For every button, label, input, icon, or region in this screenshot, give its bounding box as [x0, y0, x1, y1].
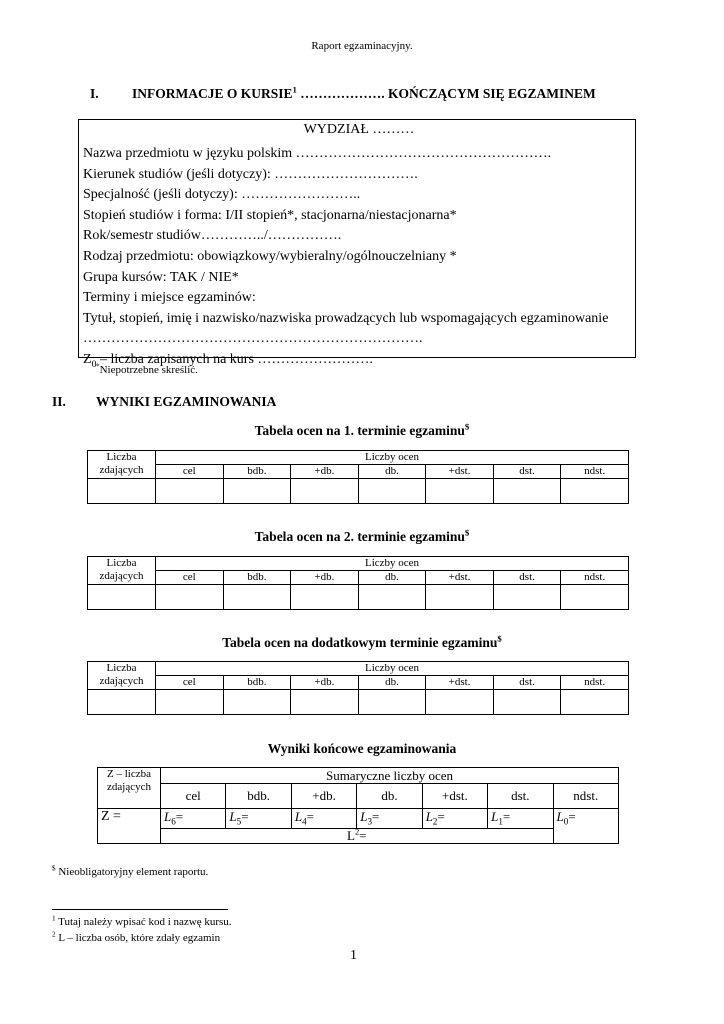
footnote-1-mark: 1 [52, 914, 56, 923]
final-caption: Wyniki końcowe egzaminowania [267, 741, 457, 756]
cell-plus-db[interactable] [291, 479, 359, 504]
cell-l6[interactable] [161, 809, 226, 829]
l4-eq: = [306, 809, 314, 824]
footnote-ref-1: 1 [292, 84, 297, 95]
cell-l3[interactable] [357, 809, 422, 829]
z0-text: – liczba zapisanych na kurs ……………………. [99, 351, 373, 367]
page-number: 1 [350, 948, 357, 963]
cell-l1[interactable] [488, 809, 553, 829]
l4-sub: 4 [302, 816, 307, 827]
section-1-number: I. [90, 86, 99, 101]
info-line-stopien: Stopień studiów i forma: I/II stopień*, stacjonarna/niestacjonarna* [83, 207, 457, 223]
l6-sub: 6 [171, 816, 176, 827]
col-liczba-zdajacych: Liczba zdających [88, 451, 156, 479]
final-grade-ndst: ndst. [553, 784, 618, 809]
info-line-specjalnosc: Specjalność (jeśli dotyczy): …………………….. [83, 187, 361, 203]
grades-table-3 [87, 661, 629, 715]
col-liczby-ocen: Liczby ocen [156, 557, 629, 571]
cell-ndst[interactable] [561, 690, 629, 715]
table-3-caption-text: Tabela ocen na dodatkowym terminie egzaminu [222, 635, 498, 650]
l6-letter: L [164, 809, 172, 824]
lsum-eq: = [359, 828, 367, 843]
grade-header-cel: cel [156, 571, 224, 585]
cell-ndst[interactable] [561, 479, 629, 504]
star-note [96, 364, 198, 376]
col-liczby-ocen: Liczby ocen [156, 662, 629, 676]
final-grade-plus-dst: +dst. [422, 784, 487, 809]
final-grade-plus-db: +db. [291, 784, 356, 809]
cell-bdb[interactable] [223, 690, 291, 715]
col-sumaryczne-liczby-ocen: Sumaryczne liczby ocen [161, 768, 619, 784]
cell-db[interactable] [358, 479, 426, 504]
l4-letter: L [294, 809, 303, 824]
table-3-caption [0, 635, 724, 651]
final-grade-db: db. [357, 784, 422, 809]
footnote-1-text: Tutaj należy wpisać kod i nazwę kursu. [55, 916, 232, 928]
l2-eq: = [437, 809, 445, 824]
grades-table-1 [87, 450, 629, 504]
grade-header-db: db. [358, 571, 426, 585]
cell-dst[interactable] [493, 690, 561, 715]
col-liczba-zdajacych: Liczba zdających [88, 662, 156, 690]
cell-bdb[interactable] [223, 479, 291, 504]
star-note-text: Niepotrzebne skreślić. [99, 364, 198, 376]
info-line-terminy: Terminy i miejsce egzaminów: [83, 290, 256, 306]
grade-header-ndst: ndst. [561, 676, 629, 690]
cell-plus-dst[interactable] [426, 479, 494, 504]
grade-header-db: db. [358, 676, 426, 690]
l5-sub: 5 [236, 816, 242, 827]
grade-header-plus-dst: +dst. [426, 465, 494, 479]
cell-db[interactable] [358, 690, 426, 715]
cell-plus-dst[interactable] [426, 585, 494, 610]
cell-l-sum[interactable] [161, 826, 554, 844]
dollar-note [52, 866, 208, 878]
l3-eq: = [372, 809, 380, 824]
cell-l2[interactable] [422, 809, 487, 829]
grade-header-dst: dst. [493, 676, 561, 690]
l0-letter: L [556, 809, 564, 824]
grade-header-plus-db: +db. [291, 571, 359, 585]
dollar-note-text: Nieobligatoryjny element raportu. [55, 866, 209, 878]
section-2-number: II. [52, 394, 66, 409]
cell-liczba[interactable] [88, 479, 156, 504]
grade-header-cel: cel [156, 465, 224, 479]
grade-header-bdb: bdb. [223, 676, 291, 690]
cell-plus-dst[interactable] [426, 690, 494, 715]
cell-dst[interactable] [493, 585, 561, 610]
l3-letter: L [360, 809, 368, 824]
l5-letter: L [229, 809, 237, 824]
l6-eq: = [175, 809, 184, 824]
info-line-prowadzacy: Tytuł, stopień, imię i nazwisko/nazwiska prowadzących lub wspomagających egzaminowanie [83, 310, 609, 326]
l0-eq: = [568, 809, 576, 824]
footnote-separator [52, 909, 228, 910]
cell-dst[interactable] [493, 479, 561, 504]
cell-ndst[interactable] [561, 585, 629, 610]
table-1-caption-text: Tabela ocen na 1. terminie egzaminu [254, 423, 465, 438]
grade-header-bdb: bdb. [223, 465, 291, 479]
final-results-table [97, 767, 619, 844]
cell-l4[interactable] [291, 809, 356, 829]
l1-eq: = [502, 809, 511, 824]
grade-header-bdb: bdb. [223, 571, 291, 585]
grade-header-plus-dst: +dst. [426, 571, 494, 585]
z0-sub: 0 [91, 358, 97, 370]
section-2-title: WYNIKI EGZAMINOWANIA [96, 394, 277, 409]
final-grade-bdb: bdb. [226, 784, 291, 809]
table-1-caption [0, 423, 724, 439]
section-1-title-b: ………………. KOŃCZĄCYM SIĘ EGZAMINEM [296, 86, 596, 101]
l1-sub: 1 [498, 816, 503, 827]
footnote-2-mark: 2 [52, 930, 56, 939]
grade-header-dst: dst. [493, 571, 561, 585]
grade-header-plus-db: +db. [291, 676, 359, 690]
cell-cel[interactable] [156, 585, 224, 610]
l1-letter: L [491, 809, 499, 824]
section-2-heading [52, 394, 276, 410]
cell-l0[interactable] [553, 809, 618, 844]
cell-plus-db[interactable] [291, 690, 359, 715]
cell-bdb[interactable] [223, 585, 291, 610]
final-grade-cel: cel [161, 784, 226, 809]
l0-sub: 0 [563, 816, 569, 827]
grade-header-db: db. [358, 465, 426, 479]
info-line-grupa: Grupa kursów: TAK / NIE* [83, 269, 239, 285]
cell-liczba[interactable] [88, 585, 156, 610]
cell-l5[interactable] [226, 809, 291, 829]
section-1-title-a: INFORMACJE O KURSIE [132, 86, 293, 101]
z0-letter: Z [83, 351, 92, 367]
grade-header-dst: dst. [493, 465, 561, 479]
page-header-title: Raport egzaminacyjny. [311, 40, 413, 52]
wydzial-line: WYDZIAŁ ……… [303, 122, 415, 137]
grades-table-2 [87, 556, 629, 610]
z-equals-cell[interactable]: Z = [98, 809, 161, 844]
cell-liczba[interactable] [88, 690, 156, 715]
info-line-rodzaj: Rodzaj przedmiotu: obowiązkowy/wybieralny/ogólnouczelniany * [83, 248, 457, 264]
grade-header-ndst: ndst. [561, 571, 629, 585]
table-2-caption-text: Tabela ocen na 2. terminie egzaminu [254, 529, 465, 544]
info-line-rok: Rok/semestr studiów…………../……………. [83, 228, 342, 244]
footnote-2 [52, 932, 220, 944]
table-3-mark: $ [497, 633, 502, 644]
section-1-heading [90, 86, 596, 102]
footnote-1 [52, 916, 232, 928]
l5-eq: = [241, 809, 249, 824]
footnote-2-text: L – liczba osób, które zdały egzamin [55, 932, 221, 944]
info-line-nazwa: Nazwa przedmiotu w języku polskim ………………………………………………. [83, 146, 552, 161]
grade-header-plus-db: +db. [291, 465, 359, 479]
col-liczby-ocen: Liczby ocen [156, 451, 629, 465]
star-mark: * [96, 362, 100, 371]
info-line-kierunek: Kierunek studiów (jeśli dotyczy): …………………………. [83, 166, 418, 182]
grade-header-ndst: ndst. [561, 465, 629, 479]
l2-letter: L [425, 809, 433, 824]
info-line-dots: ………………………………………………………………. [83, 331, 423, 347]
dollar-mark: $ [52, 864, 56, 873]
cell-cel[interactable] [156, 690, 224, 715]
table-1-mark: $ [464, 421, 470, 432]
col-z-liczba-zdajacych: Z – liczba zdających [98, 768, 161, 809]
cell-cel[interactable] [156, 479, 224, 504]
table-2-caption [0, 529, 724, 545]
grade-header-plus-dst: +dst. [426, 676, 494, 690]
lsum-letter: L [347, 828, 355, 843]
cell-plus-db[interactable] [291, 585, 359, 610]
grade-header-cel: cel [156, 676, 224, 690]
cell-db[interactable] [358, 585, 426, 610]
lsum-sup: 2 [354, 826, 360, 837]
col-liczba-zdajacych: Liczba zdających [88, 557, 156, 585]
l3-sub: 3 [367, 816, 373, 827]
table-2-mark: $ [464, 527, 470, 538]
final-grade-dst: dst. [488, 784, 553, 809]
l2-sub: 2 [432, 816, 438, 827]
